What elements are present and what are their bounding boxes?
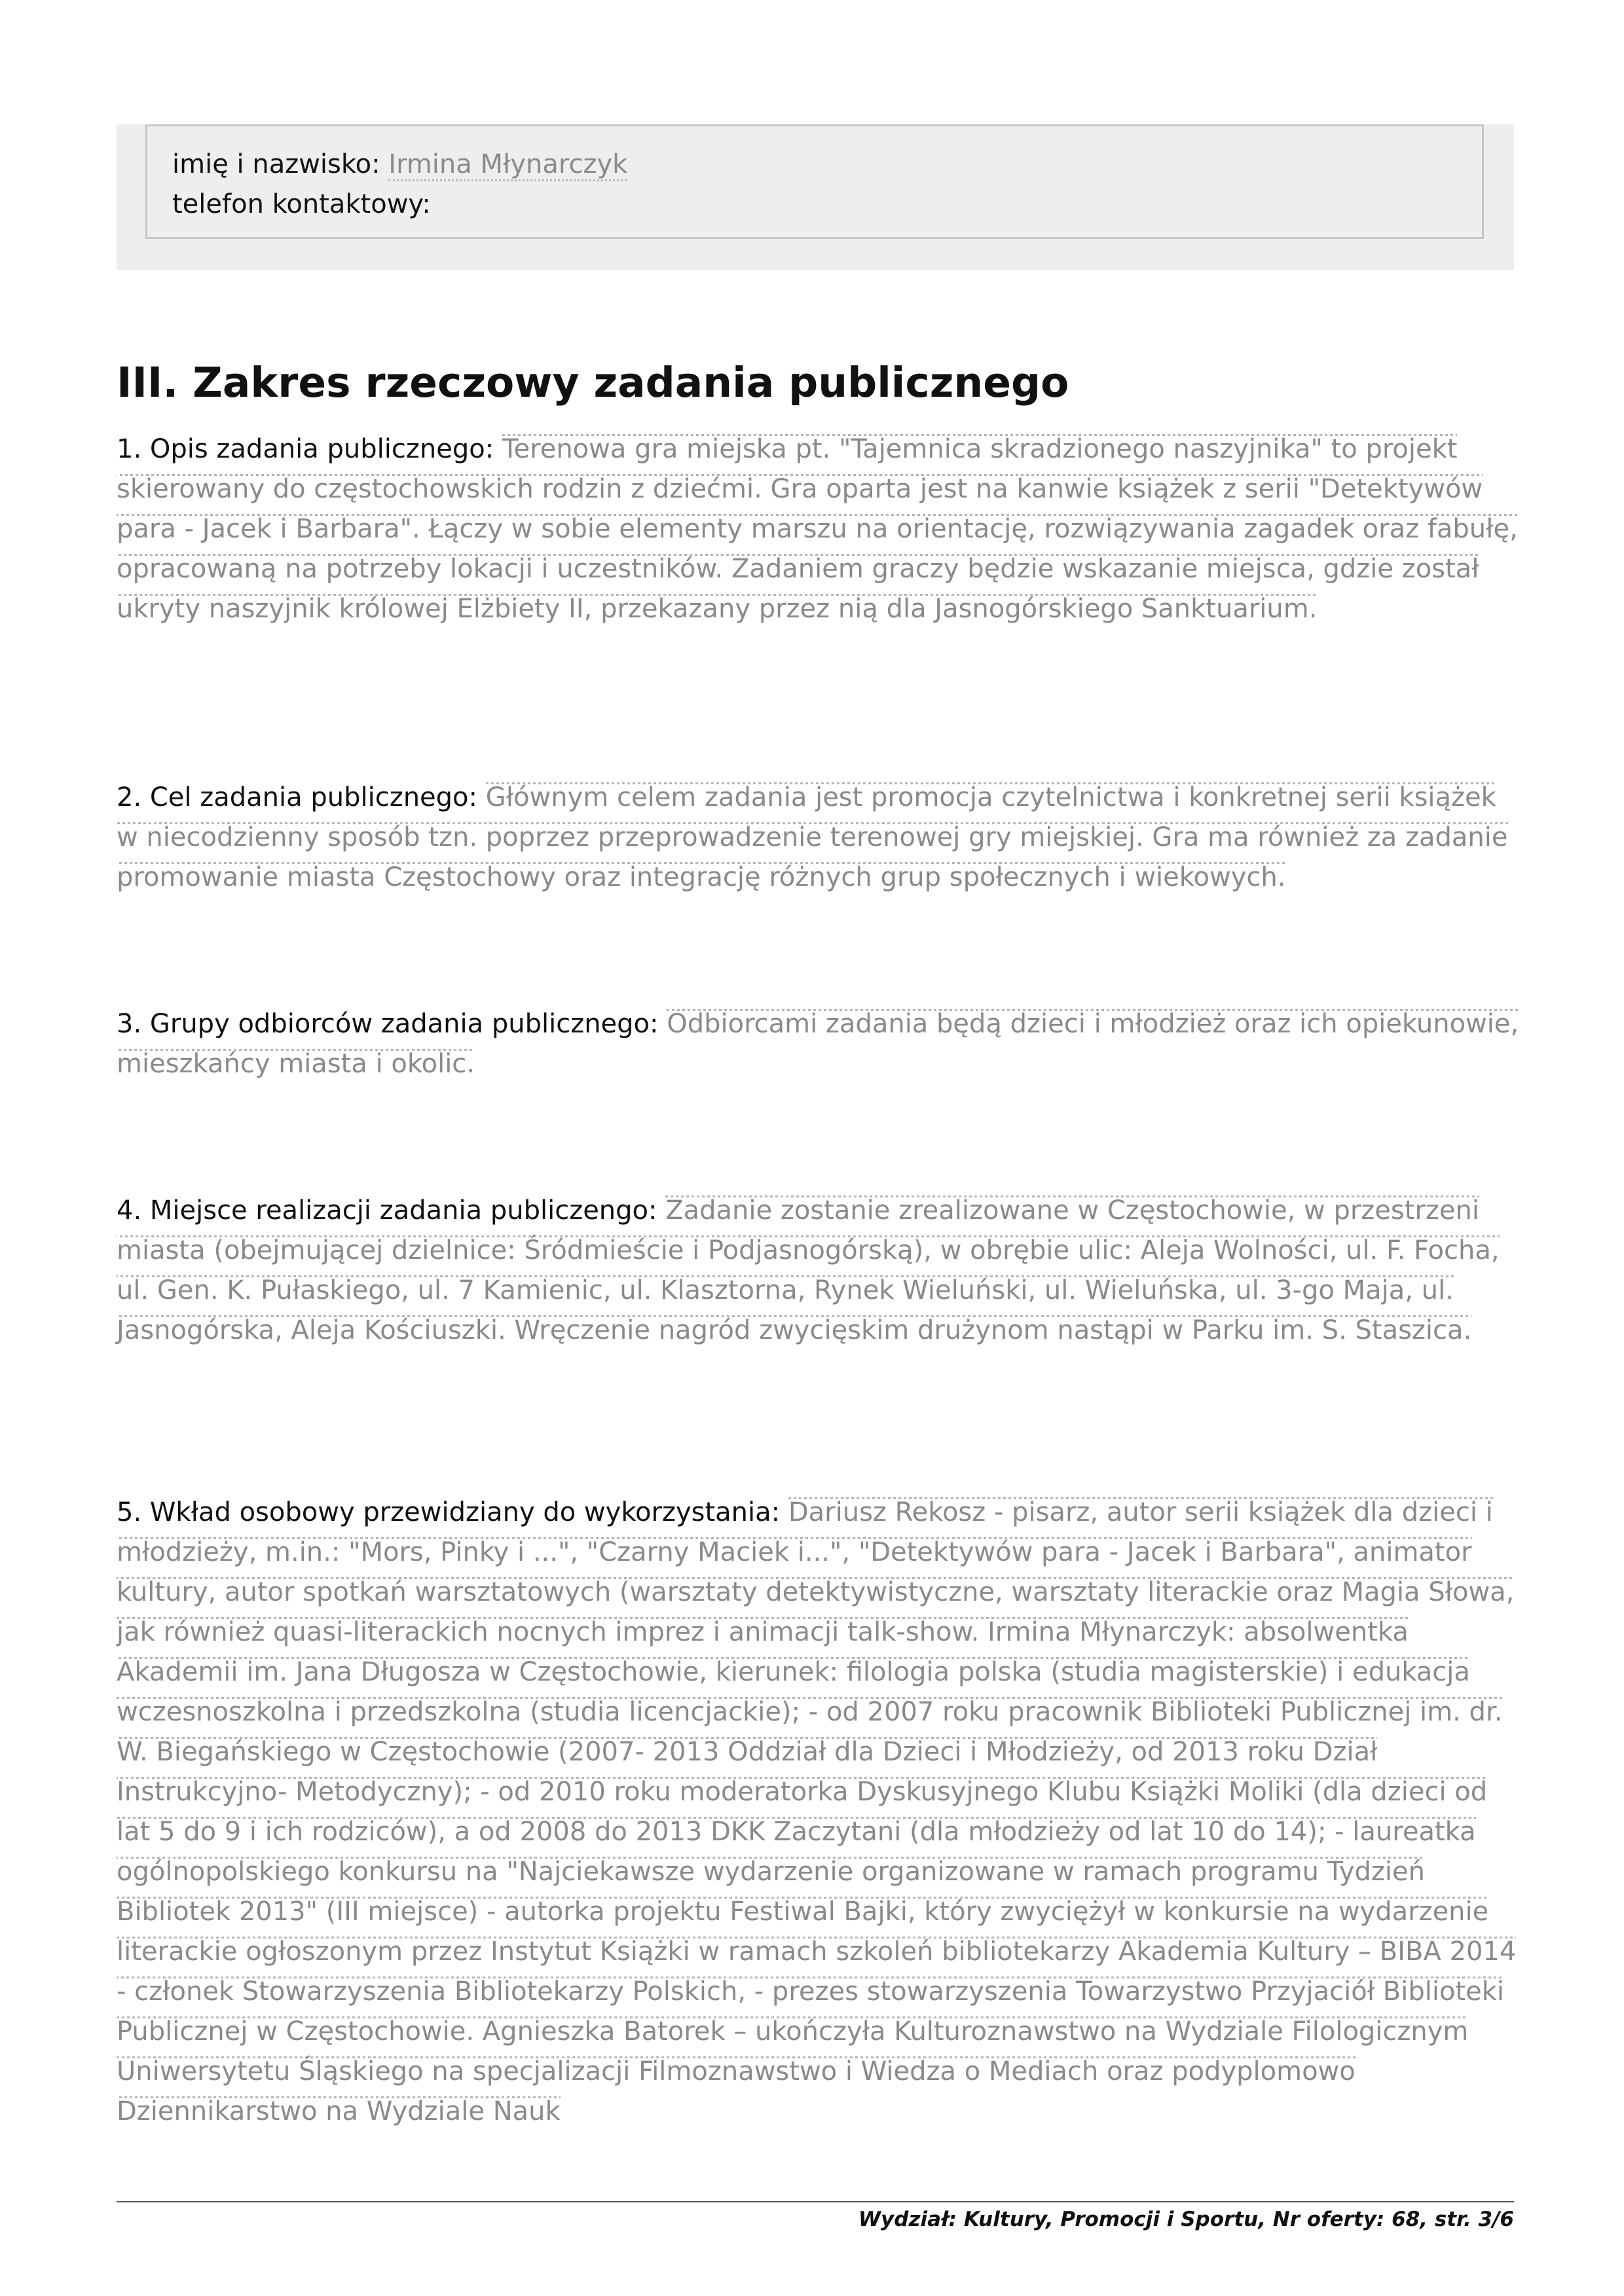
task-goal-value: Głównym celem zadania jest promocja czytelnictwa i konkretnej serii książek w niecodzienny sposób tzn. poprzez przeprowadzenie terenowej gry miejskiej. Gra ma również za zadanie promowanie miasta Częstochowy oraz integrację różnych grup społecznych i wiekowych.: [117, 782, 1508, 895]
contact-box: [117, 124, 1514, 270]
task-description-value: Terenowa gra miejska pt. "Tajemnica skradzionego naszyjnika" to projekt skierowany do częstochowskich rodzin z dziećmi. Gra oparta jest na kanwie książek z serii "Detektywów para - Jacek i Barbara". Łączy w sobie elementy marszu na orientację, rozwiązywania zagadek oraz fabułę, opracowaną na potrzeby lokacji i uczestników. Zadaniem graczy będzie wskazanie miejsca, gdzie został ukryty naszyjnik królowej Elżbiety II, przekazany przez nią dla Jasnogórskiego Sanktuarium.: [117, 434, 1518, 627]
name-value: Irmina Młynarczyk: [388, 149, 627, 181]
task-personnel-label: 5. Wkład osobowy przewidziany do wykorzystania:: [117, 1497, 781, 1527]
task-audience: [117, 1004, 1524, 1084]
contact-name-row: [172, 145, 1482, 185]
task-location-label: 4. Miejsce realizacji zadania publiczengo:: [117, 1195, 657, 1226]
contact-phone-row: [172, 185, 1482, 225]
task-goal: [117, 778, 1524, 898]
page-footer: Wydział: Kultury, Promocji i Sportu, Nr oferty: 68, str. 3/6: [858, 2208, 1514, 2231]
task-audience-label: 3. Grupy odbiorców zadania publicznego:: [117, 1009, 659, 1039]
task-location: [117, 1191, 1524, 1351]
task-goal-label: 2. Cel zadania publicznego:: [117, 782, 477, 812]
footer-divider: [117, 2201, 1514, 2202]
task-description-label: 1. Opis zadania publicznego:: [117, 434, 494, 464]
name-label: imię i nazwisko:: [172, 149, 380, 179]
task-description: [117, 429, 1524, 629]
contact-details: [145, 124, 1484, 239]
task-personnel: [117, 1493, 1524, 2132]
task-personnel-value: Dariusz Rekosz - pisarz, autor serii książek dla dzieci i młodzieży, m.in.: "Mors, Pinky i ...", "Czarny Maciek i...", "Detektywów para - Jacek i Barbara", animator kultury, autor spotkań warsztatowych (warsztaty detektywistyczne, warsztaty literackie oraz Magia Słowa, jak również quasi-literackich nocnych imprez i animacji talk-show. Irmina Młynarczyk: absolwentka Akademii im. Jana Długosza w Częstochowie, kierunek: filologia polska (studia magisterskie) i edukacja wczesnoszkolna i przedszkolna (studia licencjackie); - od 2007 roku pracownik Biblioteki Publicznej im. dr. W. Biegańskiego w Częstochowie (2007- 2013 Oddział dla Dzieci i Młodzieży, od 2013 roku Dział Instrukcyjno- Metodyczny); - od 2010 roku moderatorka Dyskusyjnego Klubu Książki Moliki (dla dzieci od lat 5 do 9 i ich rodziców), a od 2008 do 2013 DKK Zaczytani (dla młodzieży od lat 10 do 14); - laureatka ogólnopolskiego konkursu na "Najciekawsze wydarzenie organizowane w ramach programu Tydzień Bibliotek 2013" (III miejsce) - autorka projektu Festiwal Bajki, który zwyciężył w konkursie na wydarzenie literackie ogłoszonym przez Instytut Książki w ramach szkoleń bibliotekarzy Akademia Kultury – BIBA 2014 - członek Stowarzyszenia Bibliotekarzy Polskich, - prezes stowarzyszenia Towarzystwo Przyjaciół Biblioteki Publicznej w Częstochowie. Agnieszka Batorek – ukończyła Kulturoznawstwo na Wydziale Filologicznym Uniwersytetu Śląskiego na specjalizacji Filmoznawstwo i Wiedza o Mediach oraz podyplomowo Dziennikarstwo na Wydziale Nauk: [117, 1497, 1516, 2129]
phone-label: telefon kontaktowy:: [172, 189, 431, 219]
task-audience-value: Odbiorcami zadania będą dzieci i młodzież oraz ich opiekunowie, mieszkańcy miasta i okolic.: [117, 1009, 1519, 1082]
section-title: III. Zakres rzeczowy zadania publicznego: [117, 359, 1069, 407]
task-location-value: Zadanie zostanie zrealizowane w Częstochowie, w przestrzeni miasta (obejmującej dzielnice: Śródmieście i Podjasnogórską), w obrębie ulic: Aleja Wolności, ul. F. Focha, ul. Gen. K. Pułaskiego, ul. 7 Kamienic, ul. Klasztorna, Rynek Wieluński, ul. Wieluńska, ul. 3-go Maja, ul. Jasnogórska, Aleja Kościuszki. Wręczenie nagród zwycięskim drużynom nastąpi w Parku im. S. Staszica.: [117, 1195, 1500, 1348]
